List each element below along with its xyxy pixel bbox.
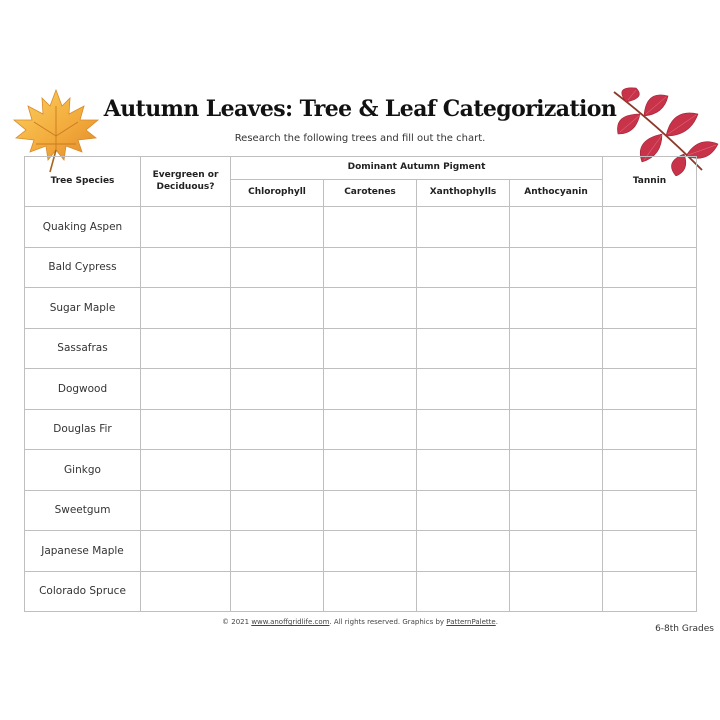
answer-cell[interactable] (417, 328, 510, 369)
species-cell: Quaking Aspen (25, 207, 141, 248)
header-tree-species: Tree Species (25, 157, 141, 207)
answer-cell[interactable] (510, 571, 603, 612)
answer-cell[interactable] (417, 450, 510, 491)
answer-cell[interactable] (510, 490, 603, 531)
answer-cell[interactable] (603, 328, 697, 369)
answer-cell[interactable] (417, 369, 510, 410)
page-title: Autumn Leaves: Tree & Leaf Categorization (103, 96, 617, 122)
answer-cell[interactable] (603, 288, 697, 329)
answer-cell[interactable] (510, 409, 603, 450)
graphics-credit-link[interactable]: PatternPalette (446, 618, 496, 626)
answer-cell[interactable] (324, 409, 417, 450)
answer-cell[interactable] (141, 207, 231, 248)
answer-cell[interactable] (231, 207, 324, 248)
answer-cell[interactable] (603, 531, 697, 572)
answer-cell[interactable] (324, 328, 417, 369)
header-carotenes: Carotenes (324, 180, 417, 207)
answer-cell[interactable] (603, 571, 697, 612)
answer-cell[interactable] (231, 409, 324, 450)
answer-cell[interactable] (141, 531, 231, 572)
table-row (25, 369, 697, 410)
answer-cell[interactable] (231, 247, 324, 288)
answer-cell[interactable] (603, 369, 697, 410)
header-evergreen-deciduous: Evergreen or Deciduous? (141, 157, 231, 207)
footer-period: . (495, 618, 498, 626)
answer-cell[interactable] (510, 450, 603, 491)
answer-cell[interactable] (417, 207, 510, 248)
table-row (25, 490, 697, 531)
answer-cell[interactable] (231, 490, 324, 531)
answer-cell[interactable] (324, 490, 417, 531)
answer-cell[interactable] (324, 369, 417, 410)
species-cell: Colorado Spruce (25, 571, 141, 612)
rights-text: . All rights reserved. Graphics by (329, 618, 445, 626)
table-row (25, 571, 697, 612)
table-row (25, 450, 697, 491)
answer-cell[interactable] (141, 409, 231, 450)
categorization-table (24, 156, 697, 612)
species-cell: Dogwood (25, 369, 141, 410)
answer-cell[interactable] (141, 328, 231, 369)
answer-cell[interactable] (324, 207, 417, 248)
answer-cell[interactable] (141, 450, 231, 491)
answer-cell[interactable] (324, 531, 417, 572)
answer-cell[interactable] (510, 207, 603, 248)
answer-cell[interactable] (417, 409, 510, 450)
answer-cell[interactable] (141, 247, 231, 288)
answer-cell[interactable] (603, 207, 697, 248)
answer-cell[interactable] (510, 288, 603, 329)
answer-cell[interactable] (417, 531, 510, 572)
answer-cell[interactable] (603, 490, 697, 531)
species-cell: Japanese Maple (25, 531, 141, 572)
answer-cell[interactable] (510, 328, 603, 369)
answer-cell[interactable] (141, 490, 231, 531)
species-cell: Sugar Maple (25, 288, 141, 329)
site-link[interactable]: www.anoffgridlife.com (251, 618, 330, 626)
answer-cell[interactable] (417, 288, 510, 329)
answer-cell[interactable] (231, 288, 324, 329)
answer-cell[interactable] (603, 409, 697, 450)
answer-cell[interactable] (417, 490, 510, 531)
answer-cell[interactable] (231, 328, 324, 369)
species-cell: Ginkgo (25, 450, 141, 491)
answer-cell[interactable] (417, 571, 510, 612)
answer-cell[interactable] (231, 450, 324, 491)
species-cell: Sassafras (25, 328, 141, 369)
answer-cell[interactable] (324, 450, 417, 491)
answer-cell[interactable] (603, 247, 697, 288)
answer-cell[interactable] (324, 247, 417, 288)
table-row (25, 288, 697, 329)
header-dominant-pigment: Dominant Autumn Pigment (231, 157, 603, 180)
species-cell: Douglas Fir (25, 409, 141, 450)
table-row (25, 207, 697, 248)
answer-cell[interactable] (603, 450, 697, 491)
header-chlorophyll: Chlorophyll (231, 180, 324, 207)
header-anthocyanin: Anthocyanin (510, 180, 603, 207)
header-xanthophylls: Xanthophylls (417, 180, 510, 207)
answer-cell[interactable] (141, 288, 231, 329)
answer-cell[interactable] (510, 247, 603, 288)
table-row (25, 247, 697, 288)
footer-credits (24, 618, 696, 626)
answer-cell[interactable] (231, 571, 324, 612)
table-row (25, 328, 697, 369)
table-row (25, 531, 697, 572)
answer-cell[interactable] (324, 288, 417, 329)
header-tannin: Tannin (603, 157, 697, 207)
answer-cell[interactable] (417, 247, 510, 288)
copyright-text: © 2021 (222, 618, 250, 626)
answer-cell[interactable] (141, 571, 231, 612)
answer-cell[interactable] (510, 531, 603, 572)
answer-cell[interactable] (324, 571, 417, 612)
table-row (25, 409, 697, 450)
grade-level-label: 6-8th Grades (655, 624, 714, 634)
answer-cell[interactable] (510, 369, 603, 410)
answer-cell[interactable] (231, 369, 324, 410)
species-cell: Sweetgum (25, 490, 141, 531)
page-subtitle: Research the following trees and fill out the chart. (234, 133, 486, 144)
answer-cell[interactable] (141, 369, 231, 410)
species-cell: Bald Cypress (25, 247, 141, 288)
answer-cell[interactable] (231, 531, 324, 572)
